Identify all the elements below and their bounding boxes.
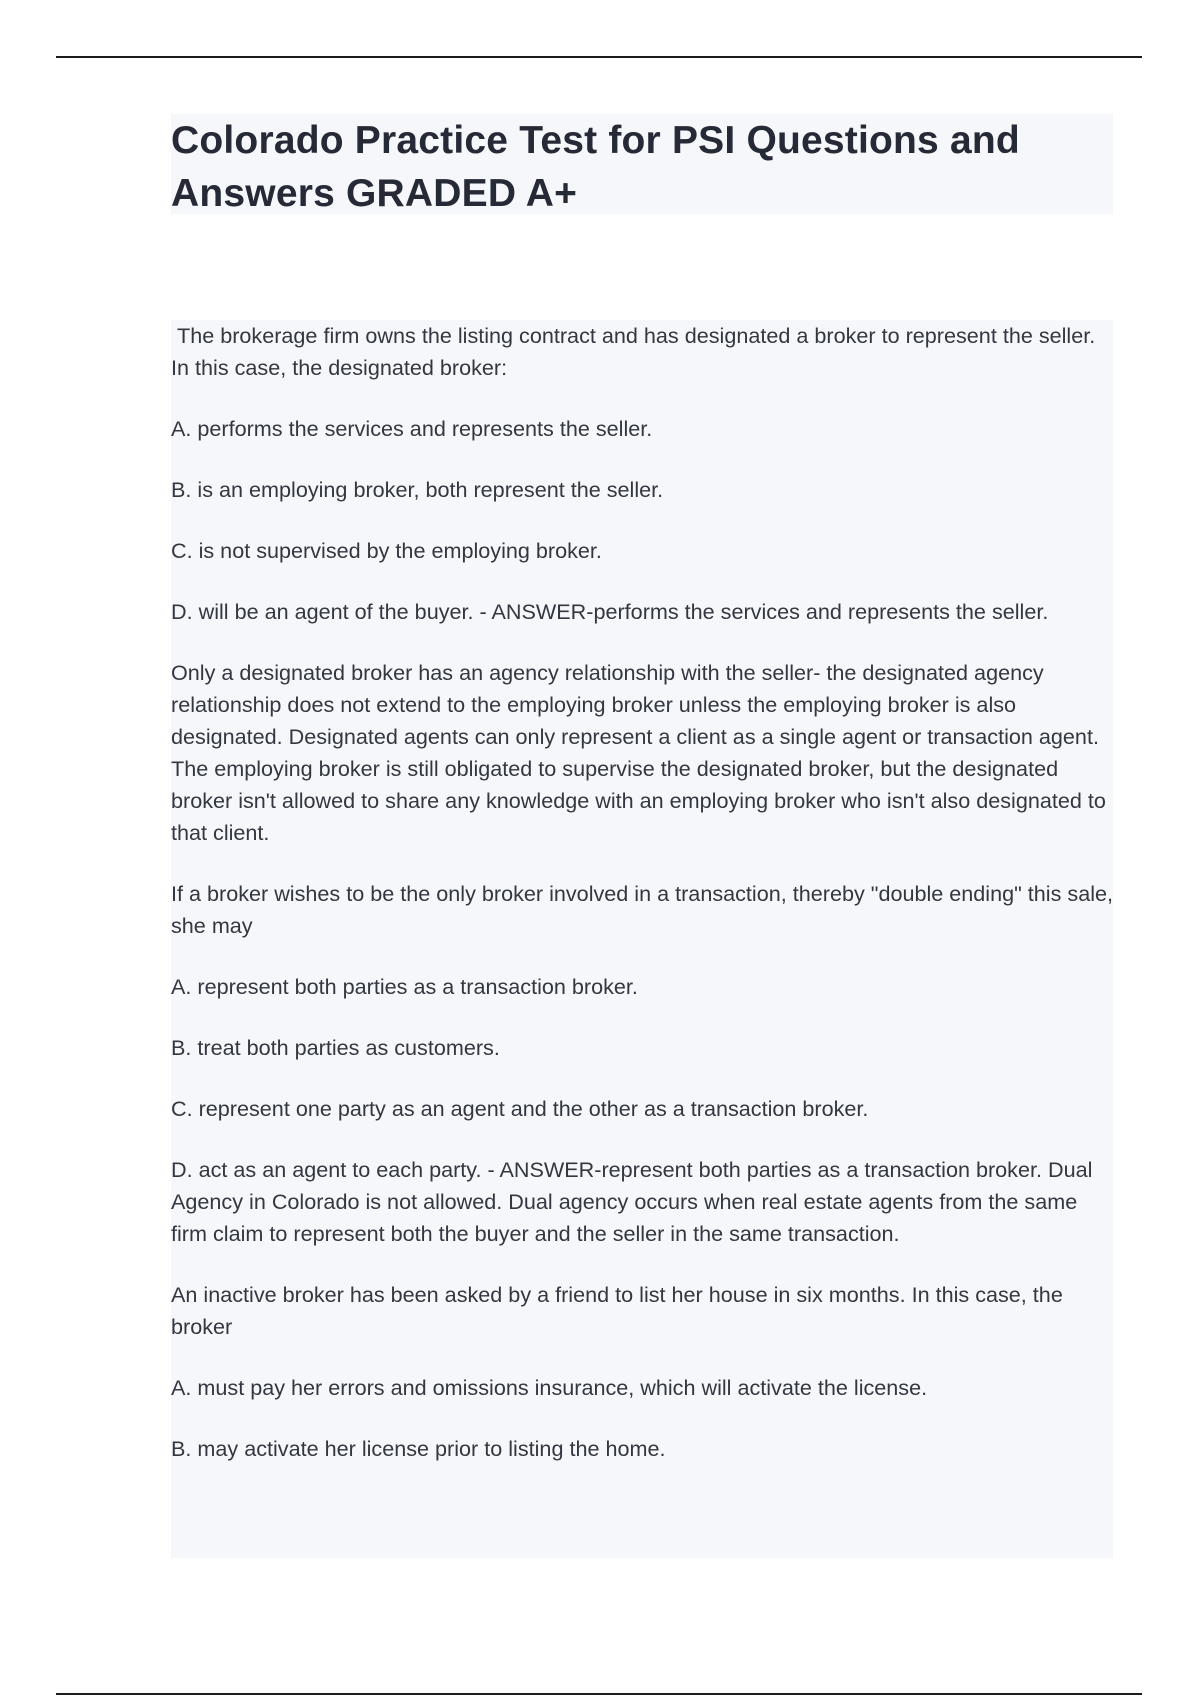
header-rule [56, 56, 1142, 58]
question-2-option-a: A. represent both parties as a transaction broker. [171, 974, 638, 999]
footer-rule [56, 1693, 1142, 1695]
question-1-option-b: B. is an employing broker, both represent the seller. [171, 477, 664, 502]
question-3-option-a: A. must pay her errors and omissions insurance, which will activate the license. [171, 1375, 928, 1400]
question-2-option-b: B. treat both parties as customers. [171, 1035, 500, 1060]
question-2-option-d-answer: D. act as an agent to each party. - ANSWER-represent both parties as a transaction broker. Dual Agency in Colorado is not allowed. Dual agency occurs when real estate agents from the same firm claim to represent both the buyer and the seller in the same transaction. [171, 1157, 1098, 1246]
title-block [171, 114, 1113, 214]
document-body [171, 320, 1120, 1558]
question-3-stem: An inactive broker has been asked by a friend to list her house in six months. In this case, the broker [171, 1282, 1069, 1339]
question-2-option-c: C. represent one party as an agent and the other as a transaction broker. [171, 1096, 869, 1121]
question-1-explanation: Only a designated broker has an agency relationship with the seller- the designated agency relationship does not extend to the employing broker unless the employing broker is also designated. Designated agents can only represent a client as a single agent or transaction agent. The employing broker is still obligated to supervise the designated broker, but the designated broker isn't allowed to share any knowledge with an employing broker who isn't also designated to that client. [171, 660, 1112, 845]
question-1-stem: The brokerage firm owns the listing contract and has designated a broker to represent the seller. In this case, the designated broker: [171, 323, 1102, 380]
question-1-option-c: C. is not supervised by the employing broker. [171, 538, 602, 563]
question-2-stem: If a broker wishes to be the only broker involved in a transaction, thereby "double ending" this sale, she may [171, 881, 1120, 938]
question-3-option-b: B. may activate her license prior to listing the home. [171, 1436, 666, 1461]
question-1-option-a: A. performs the services and represents the seller. [171, 416, 653, 441]
question-1-option-d-answer: D. will be an agent of the buyer. - ANSWER-performs the services and represents the seller. [171, 599, 1049, 624]
document-title: Colorado Practice Test for PSI Questions and Answers GRADED A+ [171, 119, 1020, 215]
